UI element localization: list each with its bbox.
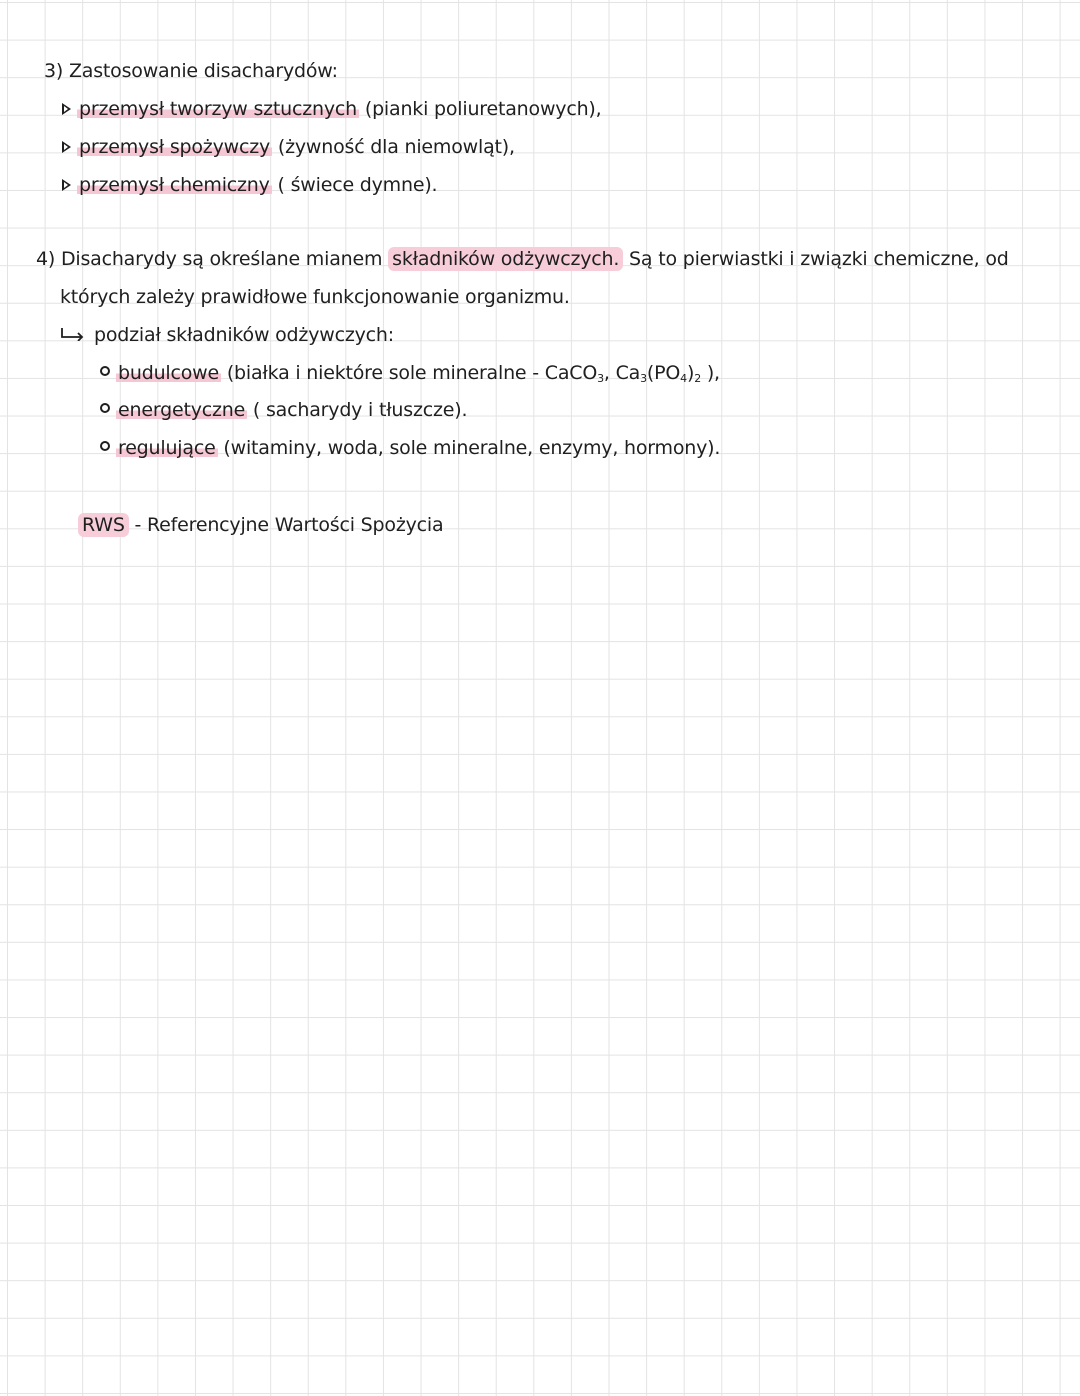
- item-description: (żywność dla niemowląt),: [272, 136, 515, 158]
- item-description: ( sacharydy i tłuszcze).: [247, 399, 468, 421]
- circle-bullet-icon: [100, 366, 110, 376]
- list-item: [62, 96, 601, 122]
- subscript: 2: [694, 372, 701, 385]
- list-item: [62, 172, 437, 198]
- intro-text: których zależy prawidłowe funkcjonowanie organizmu.: [60, 286, 570, 308]
- section-4-intro-line2: [60, 284, 570, 310]
- rws-abbreviation: RWS: [78, 513, 129, 537]
- circle-bullet-icon: [100, 441, 110, 451]
- list-item: [62, 134, 515, 160]
- triangle-bullet-icon: [62, 179, 71, 191]
- highlighted-term: przemysł chemiczny: [79, 174, 270, 196]
- intro-text: 4) Disacharydy są określane mianem: [36, 248, 389, 270]
- item-description: ): [686, 362, 695, 384]
- item-description: , Ca: [603, 362, 641, 384]
- circle-bullet-icon: [100, 403, 110, 413]
- subscript: 3: [640, 372, 647, 385]
- section-3-heading-text: 3) Zastosowanie disacharydów:: [44, 60, 338, 82]
- item-description: (witaminy, woda, sole mineralne, enzymy, hormony).: [217, 437, 721, 459]
- item-description: (PO: [646, 362, 681, 384]
- highlighted-term: energetyczne: [118, 399, 246, 421]
- list-item: [100, 397, 467, 423]
- subscript: 4: [680, 372, 687, 385]
- list-item: [100, 360, 720, 392]
- return-arrow-icon: [60, 327, 86, 341]
- section-4-intro: [36, 246, 1009, 272]
- item-description: ),: [701, 362, 720, 384]
- highlighted-term: budulcowe: [118, 362, 219, 384]
- rws-definition: [78, 512, 443, 538]
- item-description: ( świece dymne).: [271, 174, 438, 196]
- item-description: (białka i niektóre sole mineralne - CaCO: [220, 362, 598, 384]
- highlighted-term: składników odżywczych.: [388, 247, 623, 271]
- highlighted-term: przemysł tworzyw sztucznych: [79, 98, 358, 120]
- item-description: (pianki poliuretanowych),: [359, 98, 602, 120]
- highlighted-term: regulujące: [118, 437, 216, 459]
- division-label: [60, 322, 394, 348]
- triangle-bullet-icon: [62, 103, 71, 115]
- highlighted-term: przemysł spożywczy: [79, 136, 271, 158]
- section-3-heading: [44, 58, 338, 84]
- triangle-bullet-icon: [62, 141, 71, 153]
- rws-expansion: - Referencyjne Wartości Spożycia: [128, 514, 444, 536]
- subscript: 3: [597, 372, 604, 385]
- division-label-text: podział składników odżywczych:: [94, 324, 394, 346]
- intro-text: Są to pierwiastki i związki chemiczne, od: [623, 248, 1009, 270]
- list-item: [100, 435, 720, 461]
